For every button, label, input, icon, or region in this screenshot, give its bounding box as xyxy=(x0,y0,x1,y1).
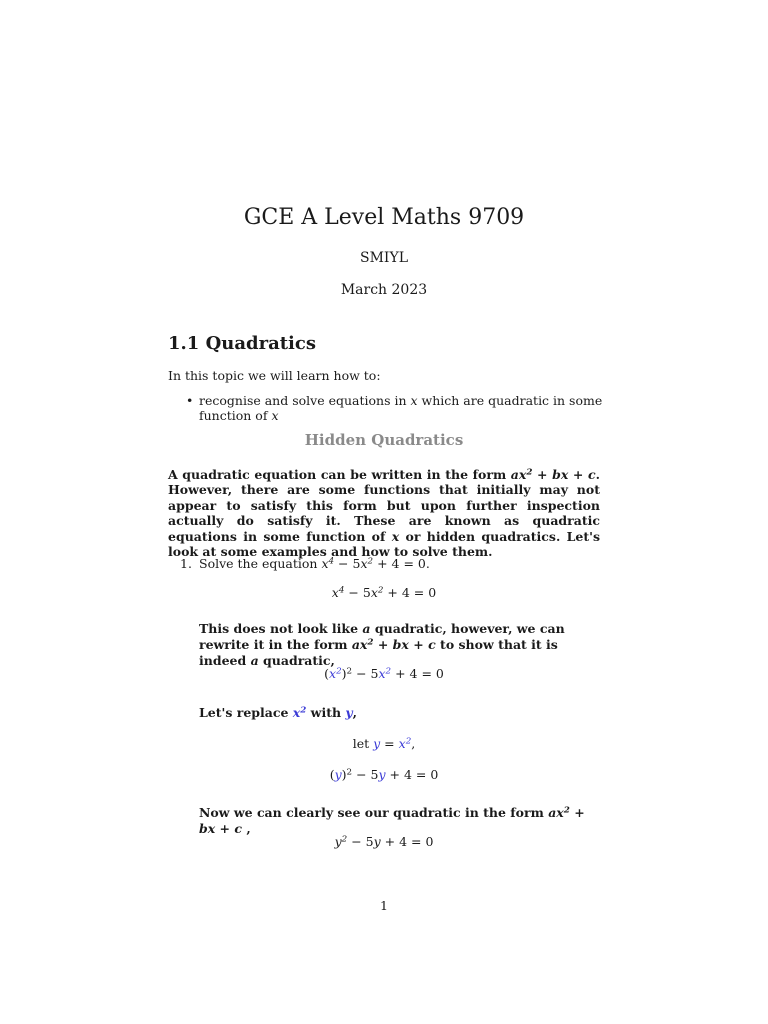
explanation-paragraph-2: Let's replace $x^2$ with y, xyxy=(199,705,358,720)
page-number: 1 xyxy=(380,898,388,913)
equation-5: $y^2 - 5y + 4 = 0$ xyxy=(334,834,434,849)
lead-paragraph: A quadratic equation can be written in the form $ax^2$ + bx + c. However, there are some functions that initially may not appear to satisfy this form but upon further inspection actually do satisfy it. These are known as quadratic equations in some function of x or hidden quadratics. Let's look at some examples and how to solve them. xyxy=(168,467,601,560)
example-question: Solve the equation $x^4 - 5x^2 + 4 = 0$. xyxy=(199,556,430,571)
document-author: SMIYL xyxy=(360,250,408,266)
document-title: GCE A Level Maths 9709 xyxy=(243,205,525,230)
equation-4: $(y)^2 - 5y + 4 = 0$ xyxy=(329,767,439,782)
section-heading: 1.1 Quadratics xyxy=(168,333,316,354)
equation-1: $x^4 - 5x^2 + 4 = 0$ xyxy=(331,585,437,600)
explanation-paragraph-3: Now we can clearly see our quadratic in the form $ax^2$ + bx + c , xyxy=(199,805,585,836)
bullet-text: recognise and solve equations in x which are quadratic in some function of x xyxy=(199,393,603,423)
equation-2: $(x^2)^2 - 5x^2 + 4 = 0$ xyxy=(324,666,444,681)
equation-3: let $y = x^2$, xyxy=(352,736,416,751)
document-date: March 2023 xyxy=(340,282,428,298)
example-number: 1. xyxy=(180,556,192,571)
explanation-paragraph-1: This does not look like a quadratic, however, we can rewrite it in the form $ax^2$ + bx + c to show that it is indeed a quadratic, xyxy=(199,621,565,668)
bullet-icon: • xyxy=(186,393,194,408)
subheading: Hidden Quadratics xyxy=(304,431,464,449)
intro-text: In this topic we will learn how to: xyxy=(168,368,381,383)
